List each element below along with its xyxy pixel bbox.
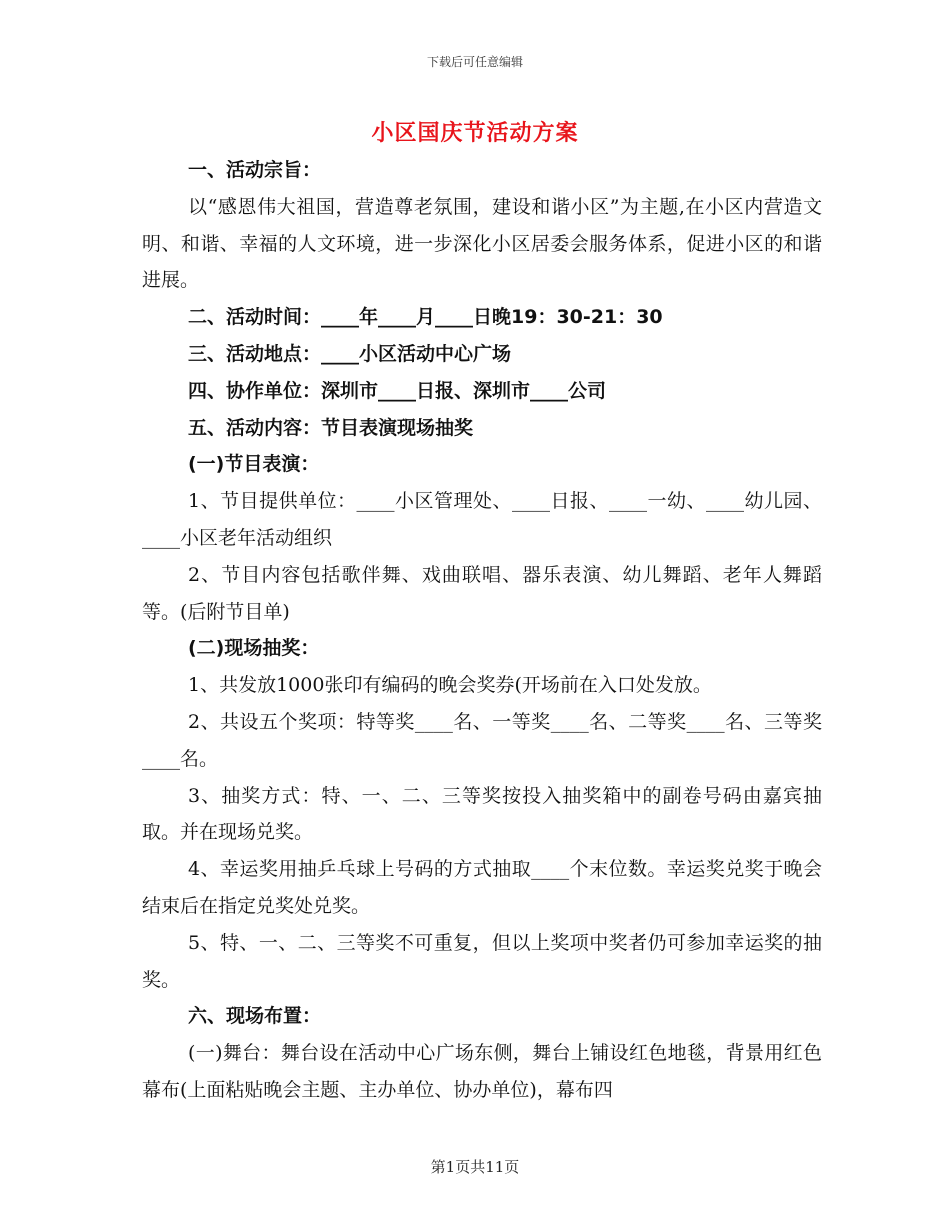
list-item: 3、抽奖方式：特、一、二、三等奖按投入抽奖箱中的副卷号码由嘉宾抽取。并在现场兑奖。 — [142, 784, 822, 844]
page-header: 下载后可任意编辑 — [426, 55, 523, 69]
section-4-heading: 四、协作单位：深圳市____日报、深圳市____公司 — [188, 379, 607, 402]
list-item: 4、幸运奖用抽乒乓球上号码的方式抽取____个末位数。幸运奖兑奖于晚会结束后在指定兑奖处兑奖。 — [142, 858, 822, 917]
section-5-heading: 五、活动内容：节目表演现场抽奖 — [188, 416, 474, 439]
section-1-body: 以“感恩伟大祖国，营造尊老氛围，建设和谐小区”为主题,在小区内营造文明、和谐、幸福的人文环境，进一步深化小区居委会服务体系，促进小区的和谐进展。 — [142, 195, 822, 292]
section-1-heading: 一、活动宗旨： — [188, 159, 322, 181]
list-item: 5、特、一、二、三等奖不可重复，但以上奖项中奖者仍可参加幸运奖的抽奖。 — [142, 931, 822, 991]
subsection-2-heading: (二)现场抽奖： — [188, 637, 320, 660]
section-2-heading: 二、活动时间：____年____月____日晚19：30-21：30 — [188, 306, 663, 329]
document-title: 小区国庆节活动方案 — [371, 120, 579, 146]
page-footer: 第1页共11页 — [430, 1158, 520, 1176]
list-item: 2、共设五个奖项：特等奖____名、一等奖____名、二等奖____名、三等奖____名。 — [142, 710, 822, 770]
list-item: 2、节目内容包括歌伴舞、戏曲联唱、器乐表演、幼儿舞蹈、老年人舞蹈等。(后附节目单) — [142, 563, 822, 623]
section-6-body: (一)舞台：舞台设在活动中心广场东侧，舞台上铺设红色地毯，背景用红色幕布(上面粘贴晚会主题、主办单位、协办单位)，幕布四 — [142, 1042, 822, 1101]
subsection-1-heading: (一)节目表演： — [188, 453, 320, 476]
list-item: 1、共发放1000张印有编码的晚会奖券(开场前在入口处发放。 — [188, 674, 712, 697]
document-body — [142, 152, 822, 1109]
section-3-heading: 三、活动地点：____小区活动中心广场 — [188, 342, 512, 365]
list-item: 1、节目提供单位：____小区管理处、____日报、____一幼、____幼儿园、____小区老年活动组织 — [142, 490, 822, 549]
section-6-heading: 六、现场布置： — [188, 1005, 322, 1028]
